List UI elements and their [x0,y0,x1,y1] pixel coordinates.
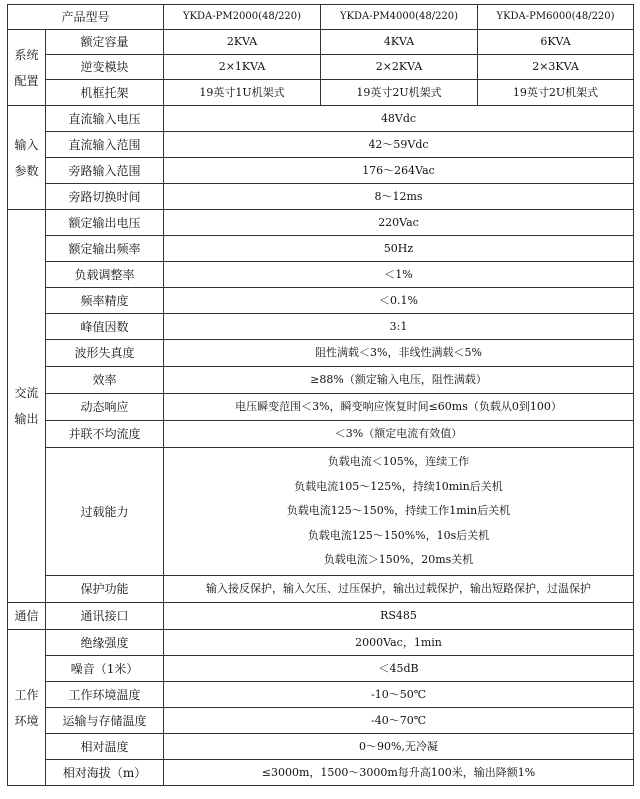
row-value: 2KVA [164,30,321,55]
row-value: 19英寸2U机架式 [321,80,478,106]
row-value: -40～70℃ [164,708,634,734]
row-label: 运输与存储温度 [46,708,164,734]
category-comm: 通信 [8,603,46,630]
table-row [8,708,634,734]
row-value: 3:1 [164,314,634,340]
row-label: 过载能力 [46,448,164,576]
table-row [8,421,634,448]
row-label: 通讯接口 [46,603,164,630]
row-value: 2×2KVA [321,55,478,80]
row-value: 4KVA [321,30,478,55]
row-value: RS485 [164,603,634,630]
category-ac-output: 交流输出 [8,210,46,603]
row-value: 176～264Vac [164,158,634,184]
table-row [8,262,634,288]
overload-values [164,448,634,576]
row-label: 动态响应 [46,394,164,421]
row-value: ＜45dB [164,656,634,682]
model-1: YKDA-PM2000(48/220) [164,5,321,30]
row-value: 42～59Vdc [164,132,634,158]
row-value: 0～90%,无冷凝 [164,734,634,760]
row-label: 噪音（1米） [46,656,164,682]
row-label: 峰值因数 [46,314,164,340]
table-row [8,448,634,576]
row-label: 机框托架 [46,80,164,106]
row-value: 阻性满载＜3%，非线性满载＜5% [164,340,634,367]
row-label: 相对温度 [46,734,164,760]
row-value: 2×3KVA [478,55,634,80]
row-value: 输入接反保护，输入欠压、过压保护，输出过载保护，输出短路保护，过温保护 [164,576,634,603]
table-row [8,30,634,55]
row-label: 波形失真度 [46,340,164,367]
row-value: 8～12ms [164,184,634,210]
table-row [8,576,634,603]
table-row [8,656,634,682]
table-row [8,367,634,394]
table-row [8,394,634,421]
row-value: 电压瞬变范围＜3%，瞬变响应恢复时间≤60ms（负载从0到100） [164,394,634,421]
header-row [8,5,634,30]
row-value: -10～50℃ [164,682,634,708]
product-model-label: 产品型号 [8,5,164,30]
overload-line: 负载电流＜105%，连续工作 [327,455,470,469]
row-label: 工作环境温度 [46,682,164,708]
table-row [8,314,634,340]
overload-line: 负载电流125～150%%，10s后关机 [307,528,490,542]
table-row [8,210,634,236]
row-label: 并联不均流度 [46,421,164,448]
row-value: 19英寸2U机架式 [478,80,634,106]
table-row [8,184,634,210]
category-env: 工作环境 [8,630,46,786]
row-value: 220Vac [164,210,634,236]
row-label: 直流输入电压 [46,106,164,132]
row-label: 额定输出频率 [46,236,164,262]
model-3: YKDA-PM6000(48/220) [478,5,634,30]
row-label: 负载调整率 [46,262,164,288]
table-row [8,760,634,786]
row-label: 频率精度 [46,288,164,314]
model-2: YKDA-PM4000(48/220) [321,5,478,30]
table-row [8,80,634,106]
row-label: 保护功能 [46,576,164,603]
table-row [8,603,634,630]
row-label: 绝缘强度 [46,630,164,656]
table-row [8,132,634,158]
row-label: 效率 [46,367,164,394]
overload-line: 负载电流105～125%，持续10min后关机 [294,479,503,493]
spec-table [7,4,634,786]
row-label: 逆变模块 [46,55,164,80]
overload-line: 负载电流＞150%，20ms关机 [323,553,474,567]
row-value: 2×1KVA [164,55,321,80]
row-label: 额定输出电压 [46,210,164,236]
row-label: 额定容量 [46,30,164,55]
table-row [8,630,634,656]
overload-line: 负载电流125～150%，持续工作1min后关机 [286,504,511,518]
table-row [8,340,634,367]
row-value: 50Hz [164,236,634,262]
table-row [8,158,634,184]
row-value: ＜1% [164,262,634,288]
table-row [8,682,634,708]
row-value: ≥88%（额定输入电压，阻性满载） [164,367,634,394]
row-value: 48Vdc [164,106,634,132]
row-value: 6KVA [478,30,634,55]
category-input: 输入参数 [8,106,46,210]
row-value: 2000Vac，1min [164,630,634,656]
table-row [8,288,634,314]
row-value: ＜3%（额定电流有效值） [164,421,634,448]
table-row [8,106,634,132]
row-value: ＜0.1% [164,288,634,314]
row-label: 旁路输入范围 [46,158,164,184]
row-label: 相对海拔（m） [46,760,164,786]
row-label: 旁路切换时间 [46,184,164,210]
row-label: 直流输入范围 [46,132,164,158]
category-system: 系统配置 [8,30,46,106]
table-row [8,55,634,80]
table-row [8,734,634,760]
row-value: 19英寸1U机架式 [164,80,321,106]
row-value: ≤3000m，1500～3000m每升高100米，输出降额1% [164,760,634,786]
table-row [8,236,634,262]
